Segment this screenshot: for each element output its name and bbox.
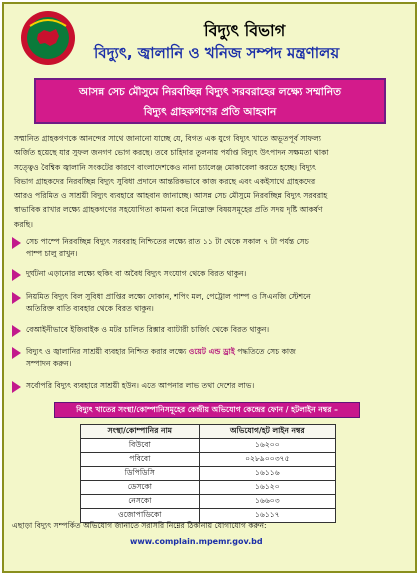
intro-line: স্বাভাবিক রাখার লক্ষ্যে গ্রাহকগণের সহযোগিতা কামনা করে নিম্নোক্ত বিষয়সমূহের প্রতি সদয় দৃষ্টি আকর্ষণ [14, 205, 323, 215]
banner-line-1: আসন্ন সেচ মৌসুমে নিরবচ্ছিন্ন বিদ্যুৎ সরবরাহের লক্ষ্যে সম্মানিত [79, 86, 341, 98]
bangladesh-government-seal-icon [20, 10, 76, 66]
bullet-text: দুর্ঘটনা এড়ানোর লক্ষ্যে হুকিং বা অবৈধ বিদ্যুৎ সংযোগ থেকে বিরত থাকুন। [26, 269, 247, 278]
bullet-item-save-energy [12, 380, 404, 392]
intro-line: সম্মানিত গ্রাহকগণকে আনন্দের সাথে জানানো যাচ্ছে যে, বিগত এক যুগে বিদ্যুৎ খাতে অভূতপূর্ব সাফল্য [14, 134, 321, 143]
hotline-cell: ১৬২০০ [199, 439, 335, 453]
column-header-organization: সংস্থা/কোম্পানির নাম [81, 425, 200, 439]
organization-cell: বিউবো [81, 439, 200, 453]
bullet-line: অতিরিক্ত বাতি ব্যবহার থেকে বিরত থাকুন। [26, 304, 154, 313]
ministry-name: বিদ্যুৎ, জ্বালানি ও খনিজ সম্পদ মন্ত্রণালয় [94, 44, 340, 62]
bullet-line: বিদ্যুৎ ও জ্বালানির সাশ্রয়ী ব্যবহার নিশ্চিত করার লক্ষ্যে [26, 347, 189, 356]
bullet-arrow-icon [12, 325, 21, 337]
hotline-table [80, 424, 336, 523]
bullet-text [12, 346, 404, 370]
table-row [81, 481, 336, 495]
bullet-text: সর্বোপরি বিদ্যুৎ ব্যবহারে সাশ্রয়ী হউন। এতে আপনার লাভ তথা দেশের লাভ। [26, 381, 255, 390]
intro-line: অর্জিত হয়েছে যার সুফল জনগণ ভোগ করছে। তবে চাহিদার তুলনায় পর্যাপ্ত বিদ্যুৎ উৎপাদন সক্ষমতা থাকা [14, 148, 329, 158]
bullet-item-illegal-connection [12, 268, 404, 280]
intro-paragraph [14, 132, 404, 232]
intro-line: আরও পরিমিত ও সাশ্রয়ী বিদ্যুৎ ব্যবহারে আহবান জানাচ্ছে। আসন্ন সেচ মৌসুমে নিরবচ্ছিন্ন বিদ্যুৎ সরবরাহ [14, 191, 328, 201]
bullet-item-irrigation-hours [12, 236, 404, 260]
footer-note: এছাড়া বিদ্যুৎ সম্পর্কিত অভিযোগ জানাতে সরাসরি নিম্নের ঠিকানায় যোগাযোগ করুন: [12, 521, 267, 530]
organization-cell: ওজোপাডিকো [81, 509, 200, 523]
department-name: বিদ্যুৎ বিভাগ [204, 21, 286, 40]
hotline-cell: ০২৮৯০০৩৭৫ [199, 453, 335, 467]
table-row [81, 495, 336, 509]
bullet-line: সম্পাদন করুন। [26, 359, 72, 368]
bullet-arrow-icon [12, 292, 21, 304]
table-header-row [81, 425, 336, 439]
bullet-line: পদ্ধতিতে সেচ কাজ [234, 347, 296, 356]
organization-cell: নেসকো [81, 495, 200, 509]
bullet-line: পাম্প চালু রাখুন। [26, 249, 78, 258]
wet-and-dry-highlight: ওয়েট এন্ড ড্রাই [188, 347, 235, 356]
notice-page [2, 2, 417, 573]
table-row [81, 439, 336, 453]
bullet-arrow-icon [12, 237, 21, 249]
organization-cell: ডেসকো [81, 481, 200, 495]
bullet-text: বেআইনীভাবে ইজিবাইক ও মটর চালিত রিক্সার ব্যাটারী চার্জিং থেকে বিরত থাকুন। [26, 325, 270, 334]
hotline-cell: ১৬১২০ [199, 481, 335, 495]
organization-cell: পবিবো [81, 453, 200, 467]
hotline-cell: ১৬৬০৩ [199, 495, 335, 509]
hotline-table-title: বিদ্যুৎ খাতের সংস্থা/কোম্পানিসমূহের কেন্দ্রীয় অভিযোগ কেন্দ্রের ফোন / হটলাইন নম্বর – [54, 402, 360, 418]
hotline-cell: ১৬১১৭ [199, 509, 335, 523]
bullet-item-battery-charging [12, 324, 404, 336]
intro-line: বিভাগ গ্রাহকদের নিরবচ্ছিন্ন বিদ্যুৎ সুবিধা প্রদানে আন্তরিকভাবে কাজ করছে এবং একইসাথে গ্রাহকদের [14, 176, 316, 186]
bullet-line: সেচ পাম্পে নিরবচ্ছিন্ন বিদ্যুৎ সরবরাহ নিশ্চিতের লক্ষ্যে রাত ১১ টা থেকে সকাল ৭ টা পর্যন্ত সেচ [26, 237, 309, 246]
bullet-line: নিয়মিত বিদ্যুৎ বিল সুবিধা প্রাপ্তির লক্ষ্যে দোকান, শপিং মল, পেট্রোল পাম্প ও সিএনজি স্টেশনে [26, 292, 311, 301]
headline-banner [34, 78, 386, 124]
banner-line-2: বিদ্যুৎ গ্রাহকগণের প্রতি আহবান [143, 106, 277, 118]
column-header-hotline: অভিযোগ/হট লাইন নম্বর [199, 425, 335, 439]
header [4, 4, 415, 70]
table-row [81, 453, 336, 467]
bullet-text [12, 291, 404, 315]
bullet-arrow-icon [12, 381, 21, 393]
intro-line: সত্ত্বেও বৈশ্বিক জ্বালানি সংকটের কারণে বাংলাদেশকেও নানা চ্যালেঞ্জ মোকাবেলা করতে হচ্ছে। বিদ্যুৎ [14, 162, 316, 172]
table-row [81, 467, 336, 481]
bullet-item-shop-lighting [12, 291, 404, 315]
bullet-text [12, 236, 404, 260]
complaint-website-link[interactable]: www.complain.mpemr.gov.bd [130, 537, 263, 546]
bullet-arrow-icon [12, 269, 21, 281]
bullet-arrow-icon [12, 347, 21, 359]
organization-cell: ডিপিডিসি [81, 467, 200, 481]
bullet-item-wet-and-dry [12, 346, 404, 370]
intro-line: করছি। [14, 219, 33, 229]
hotline-cell: ১৬১১৬ [199, 467, 335, 481]
